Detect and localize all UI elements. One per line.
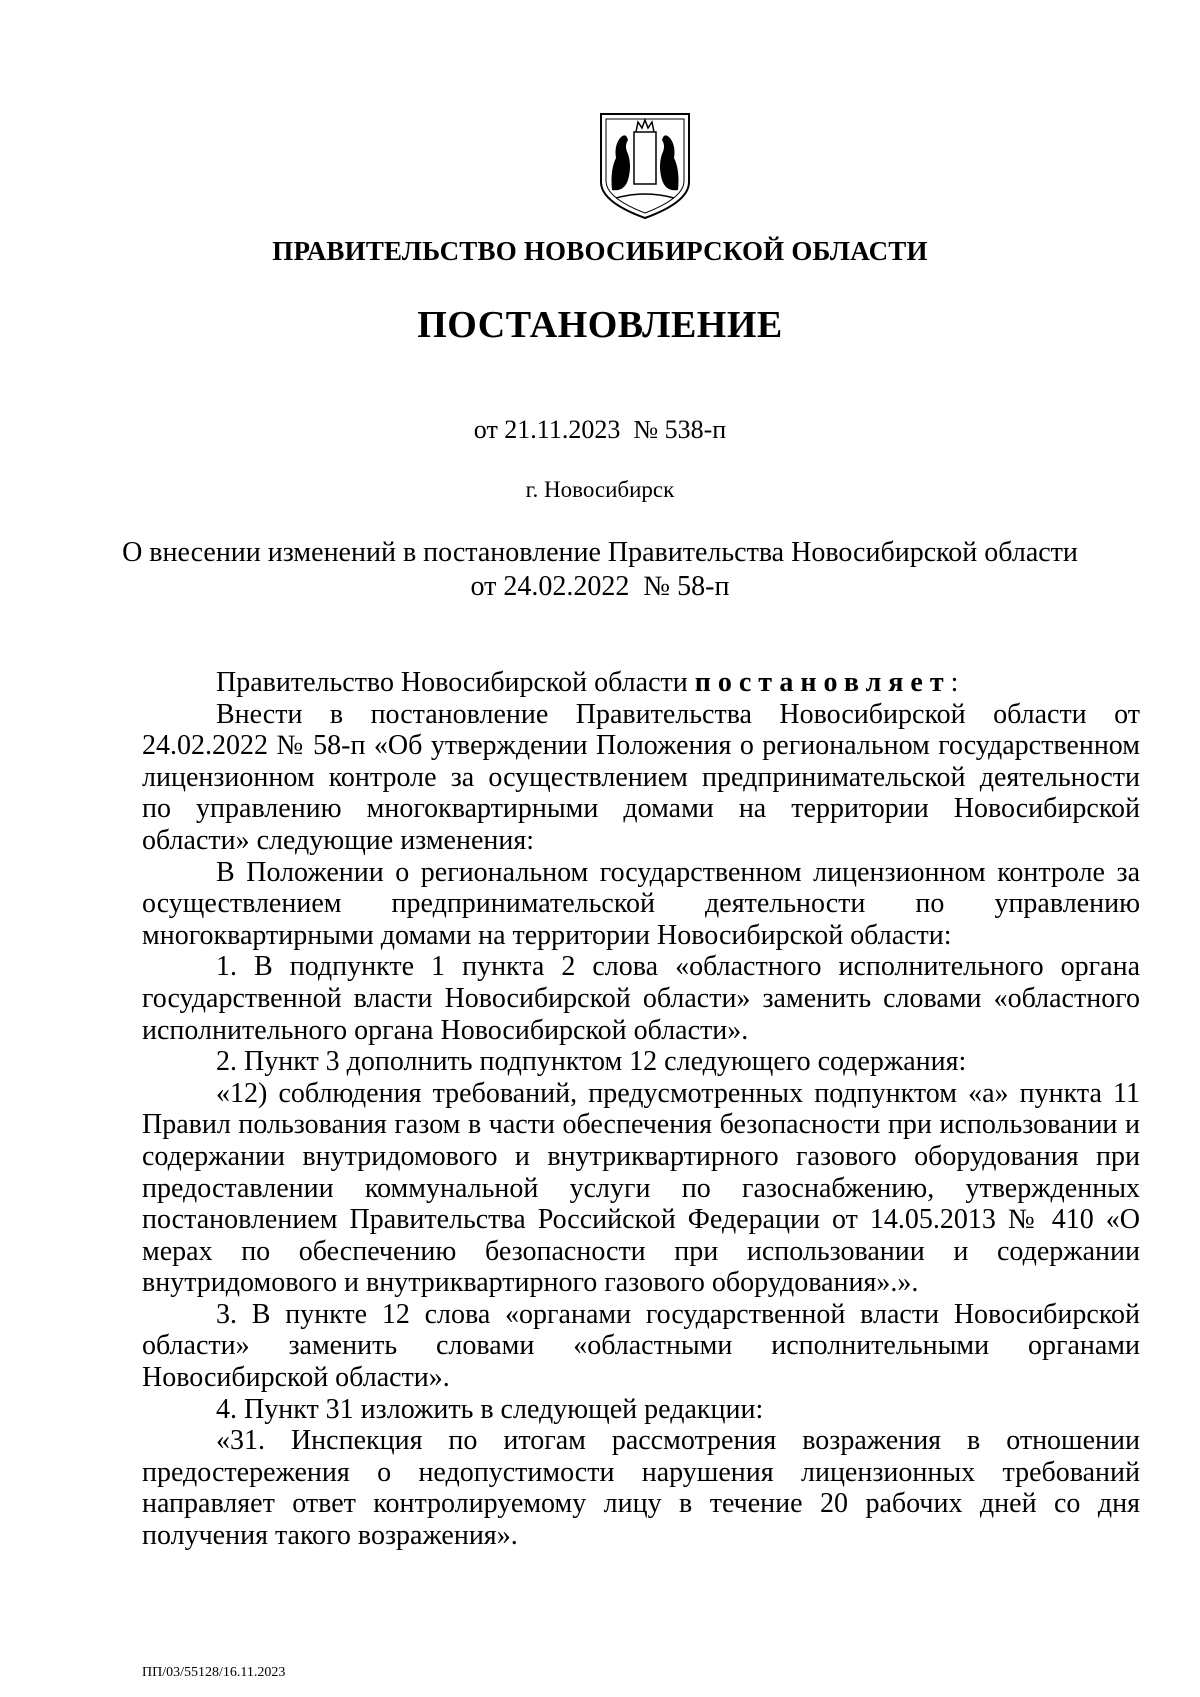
document-subject (0, 536, 1200, 604)
subject-line: О внесении изменений в постановление Правительства Новосибирской области (122, 537, 1078, 568)
document-type: ПОСТАНОВЛЕНИЕ (417, 304, 783, 346)
body-paragraph: 4. Пункт 31 изложить в следующей редакции: (216, 1393, 764, 1425)
subject-line: от 24.02.2022 № 58-п (470, 571, 730, 602)
body-paragraph: Внести в постановление Правительства Новосибирской области от 24.02.2022 № 58-п «Об утверждении Положения о региональном государственном лицензионном контроле за осуществлением предпринимательской деятельности по управлению многоквартирными домами на территории Новосибирской области» следующие изменения: (142, 698, 1140, 856)
document-code: ПП/03/55128/16.11.2023 (142, 1665, 286, 1680)
body-paragraph: 1. В подпункте 1 пункта 2 слова «областного исполнительного органа государственной власти Новосибирской области» заменить словами «областного исполнительного органа Новосибирской области». (142, 951, 1140, 1046)
preamble-text: Правительство Новосибирской области (216, 667, 695, 698)
preamble-end: : (950, 667, 959, 698)
document-body (142, 667, 1140, 1552)
date-and-number: от 21.11.2023 № 538-п (473, 415, 727, 444)
body-paragraph: В Положении о региональном государственном лицензионном контроле за осуществлением предпринимательской деятельности по управлению многоквартирными домами на территории Новосибирской области: (142, 856, 1140, 951)
body-paragraph: 2. Пункт 3 дополнить подпунктом 12 следующего содержания: (216, 1046, 967, 1078)
coat-of-arms-icon (598, 110, 692, 220)
body-paragraph: «31. Инспекция по итогам рассмотрения возражения в отношении предостережения о недопустимости нарушения лицензионных требований направляет ответ контролируемому лицу в течение 20 рабочих дней со дня получения такого возражения». (142, 1425, 1140, 1552)
organization-name: ПРАВИТЕЛЬСТВО НОВОСИБИРСКОЙ ОБЛАСТИ (272, 236, 928, 266)
preamble-keyword: постановляет (694, 667, 951, 698)
preamble-paragraph (142, 667, 1140, 699)
body-paragraph: 3. В пункте 12 слова «органами государственной власти Новосибирской области» заменить словами «областными исполнительными органами Новосибирской области». (142, 1298, 1140, 1394)
city: г. Новосибирск (525, 477, 675, 502)
body-paragraph: «12) соблюдения требований, предусмотренных подпунктом «а» пункта 11 Правил пользования газом в части обеспечения безопасности при использовании и содержании внутридомового и внутриквартирного газового оборудования при предоставлении коммунальной услуги по газоснабжению, утвержденных постановлением Правительства Российской Федерации от 14.05.2013 № 410 «О мерах по обеспечению безопасности при использовании и содержании внутридомового и внутриквартирного газового оборудования».». (142, 1077, 1140, 1299)
